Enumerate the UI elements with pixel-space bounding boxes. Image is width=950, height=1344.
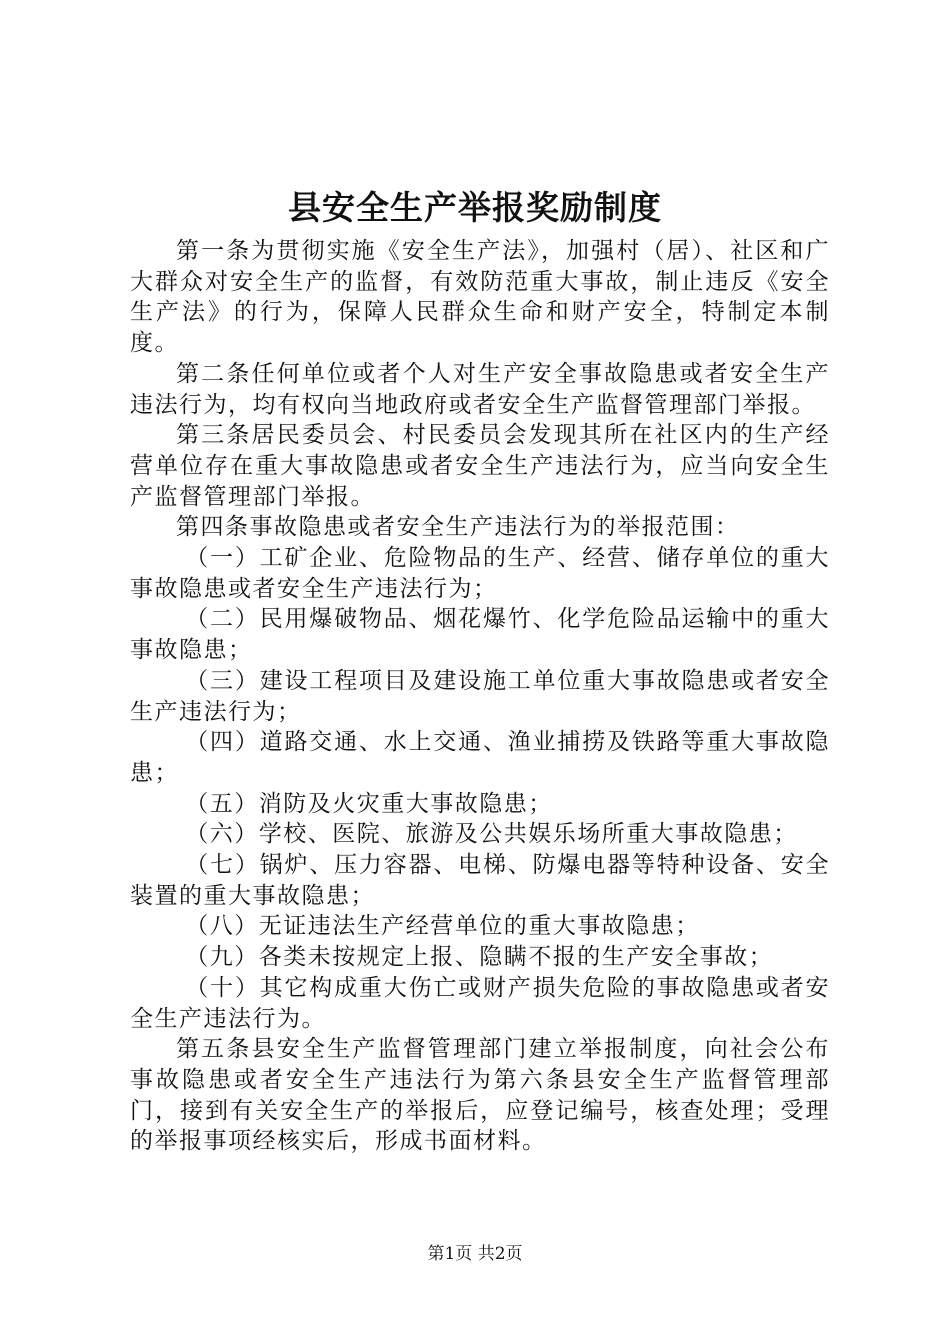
document-title: 县安全生产举报奖励制度 bbox=[288, 188, 662, 227]
list-item-10: （十）其它构成重大伤亡或财产损失危险的事故隐患或者安全生产违法行为。 bbox=[130, 974, 830, 1032]
document-body bbox=[130, 236, 830, 1157]
list-item-8: （八）无证违法生产经营单位的重大事故隐患； bbox=[185, 913, 700, 940]
list-item-7: （七）锅炉、压力容器、电梯、防爆电器等特种设备、安全装置的重大事故隐患； bbox=[130, 852, 830, 909]
list-item-1: （一）工矿企业、危险物品的生产、经营、储存单位的重大事故隐患或者安全生产违法行为； bbox=[130, 545, 830, 602]
list-item-2: （二）民用爆破物品、烟花爆竹、化学危险品运输中的重大事故隐患； bbox=[130, 606, 830, 664]
paragraph-article-5: 第五条县安全生产监督管理部门建立举报制度，向社会公布事故隐患或者安全生产违法行为第六条县安全生产监督管理部门，接到有关安全生产的举报后，应登记编号，核查处理；受理的举报事项经核实后，形成书面材料。 bbox=[130, 1036, 830, 1155]
paragraph-article-2: 第二条任何单位或者个人对生产安全事故隐患或者安全生产违法行为，均有权向当地政府或者安全生产监督管理部门举报。 bbox=[130, 360, 830, 418]
paragraph-article-1: 第一条为贯彻实施《安全生产法》，加强村（居）、社区和广大群众对安全生产的监督，有效防范重大事故，制止违反《安全生产法》的行为，保障人民群众生命和财产安全，特制定本制度。 bbox=[130, 238, 830, 357]
list-item-5: （五）消防及火灾重大事故隐患； bbox=[185, 790, 553, 817]
paragraph-article-4: 第四条事故隐患或者安全生产违法行为的举报范围： bbox=[176, 514, 740, 541]
list-item-3: （三）建设工程项目及建设施工单位重大事故隐患或者安全生产违法行为； bbox=[130, 667, 830, 725]
paragraph-article-3: 第三条居民委员会、村民委员会发现其所在社区内的生产经营单位存在重大事故隐患或者安全生产违法行为，应当向安全生产监督管理部门举报。 bbox=[130, 422, 830, 510]
list-item-4: （四）道路交通、水上交通、渔业捕捞及铁路等重大事故隐患； bbox=[130, 729, 830, 786]
list-item-6: （六）学校、医院、旅游及公共娱乐场所重大事故隐患； bbox=[185, 821, 798, 848]
page-footer: 第1页 共2页 bbox=[427, 1244, 523, 1264]
list-item-9: （九）各类未按规定上报、隐瞒不报的生产安全事故； bbox=[185, 944, 774, 971]
